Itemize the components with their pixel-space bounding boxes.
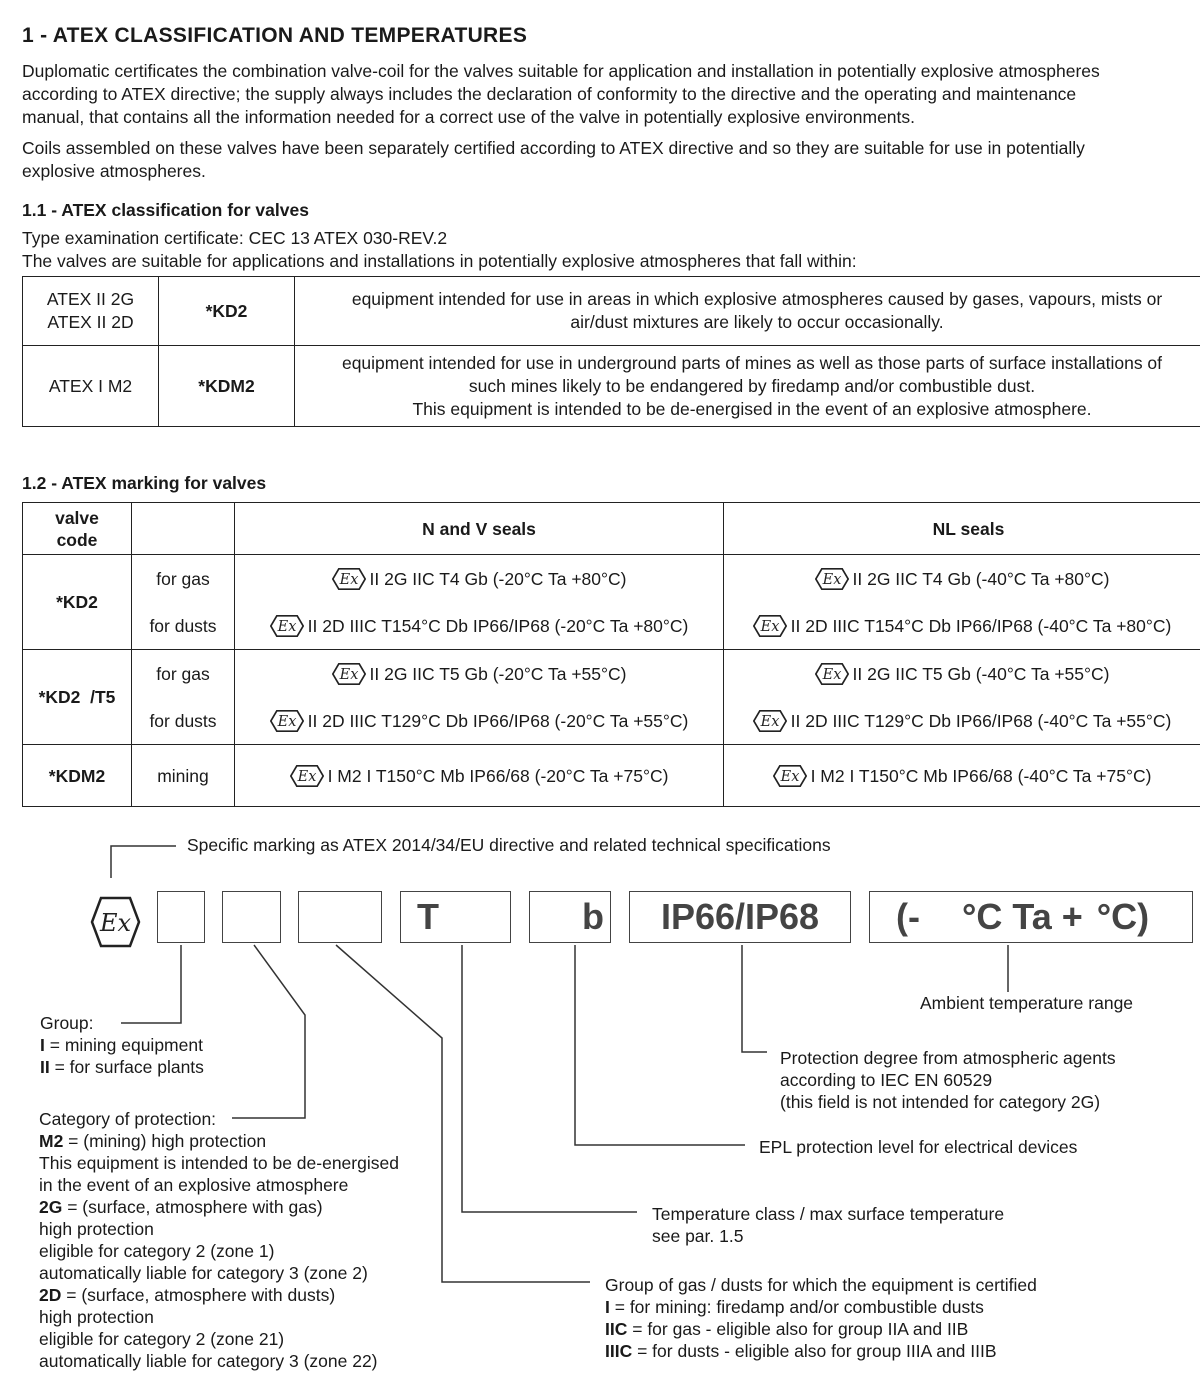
valve-code: *KD2 [23,555,132,650]
nl-seals-header: NL seals [724,503,1200,555]
epl-label: EPL protection level for electrical devices [759,1137,1078,1157]
equipment-description: equipment intended for use in underground parts of mines as well as those parts of surface installations of such mines likely to be endangered by firedamp and/or combustible dust. This equipment is intended to be de-energised in the event of an explosive atmosphere. [295,346,1200,427]
temperature-class-label: Temperature class / max surface temperature see par. 1.5 [652,1204,1005,1246]
ambient-temperature-box: (- °C Ta + °C) [869,891,1193,943]
equipment-description: equipment intended for use in areas in which explosive atmospheres caused by gases, vapours, mists or air/dust mixtures are likely to occur occasionally. [295,277,1200,346]
nl-marking: I M2 I T150°C Mb IP66/68 (-40°C Ta +75°C) [724,745,1200,807]
epl-box: b [529,891,611,943]
valve-code: *KD2 [159,277,295,346]
ambient-label: Ambient temperature range [920,993,1134,1013]
group-legend: Group: I = mining equipment II = for surface plants [40,1013,204,1077]
category-legend: Category of protection: M2 = (mining) high protection This equipment is intended to be de-energised in the event of an explosive atmosphere 2G = (surface, atmosphere with gas) high protection eligible for category 2 (zone 1) automatically liable for category 3 (zone 2) 2D = (surface, atmosphere with dusts) high protection eligible for category 2 (zone 21) automatically liable for category 3 (zone 22) [39,1109,399,1371]
certificate-line: Type examination certificate: CEC 13 ATEX 030-REV.2 [22,228,448,248]
nv-seals-header: N and V seals [235,503,724,555]
ex-logo-icon [92,898,139,946]
temperature-class-box: T [400,891,511,943]
marking-heading: 1.2 - ATEX marking for valves [22,473,267,493]
ip-box: IP66/IP68 [629,891,851,943]
valve-code-header: valve code [23,503,132,555]
specific-marking-note: Specific marking as ATEX 2014/34/EU directive and related technical specifications [187,835,831,855]
nv-marking: II 2G IIC T4 Gb (-20°C Ta +80°C) II 2D IIIC T154°C Db IP66/IP68 (-20°C Ta +80°C) [235,555,724,650]
atex-category: ATEX I M2 [23,346,159,427]
use-cell: mining [132,745,235,807]
intro-paragraph: Duplomatic certificates the combination valve-coil for the valves suitable for application and installation in potentially explosive atmospheres according to ATEX directive; the supply always includes the declaration of conformity to the directive and the operating and maintenance manual, that contains all the information needed for a correct use of the valve in potentially explosive environments. [22,61,1100,127]
protection-label: Protection degree from atmospheric agents according to IEC EN 60529 (this field is not intended for category 2G) [780,1048,1116,1112]
nv-marking: II 2G IIC T5 Gb (-20°C Ta +55°C) II 2D IIIC T129°C Db IP66/IP68 (-20°C Ta +55°C) [235,650,724,745]
gas-group-legend: Group of gas / dusts for which the equipment is certified I = for mining: firedamp and/or combustible dusts IIC = for gas - eligible also for group IIA and IIB IIIC = for dusts - eligible also for group IIIA and IIIB [605,1275,1037,1361]
use-cell: for gas for dusts [132,650,235,745]
valve-code: *KD2 /T5 [23,650,132,745]
coils-paragraph: Coils assembled on these valves have been separately certified according to ATEX directive and so they are suitable for use in potentially explosive atmospheres. [22,138,1085,181]
valve-code: *KDM2 [23,745,132,807]
nl-marking: II 2G IIC T5 Gb (-40°C Ta +55°C) II 2D IIIC T129°C Db IP66/IP68 (-40°C Ta +55°C) [724,650,1200,745]
classification-intro: The valves are suitable for applications and installations in potentially explosive atmospheres that fall within: [22,251,857,271]
nv-marking: I M2 I T150°C Mb IP66/68 (-20°C Ta +75°C) [235,745,724,807]
svg-text:Ex: Ex [99,909,132,937]
classification-heading: 1.1 - ATEX classification for valves [22,200,309,220]
category-box [222,891,281,943]
nl-marking: II 2G IIC T4 Gb (-40°C Ta +80°C) II 2D IIIC T154°C Db IP66/IP68 (-40°C Ta +80°C) [724,555,1200,650]
valve-code: *KDM2 [159,346,295,427]
section-title: 1 - ATEX CLASSIFICATION AND TEMPERATURES [22,24,528,47]
group-box [157,891,205,943]
gas-group-box [298,891,382,943]
use-cell: for gas for dusts [132,555,235,650]
atex-category: ATEX II 2G ATEX II 2D [23,277,159,346]
